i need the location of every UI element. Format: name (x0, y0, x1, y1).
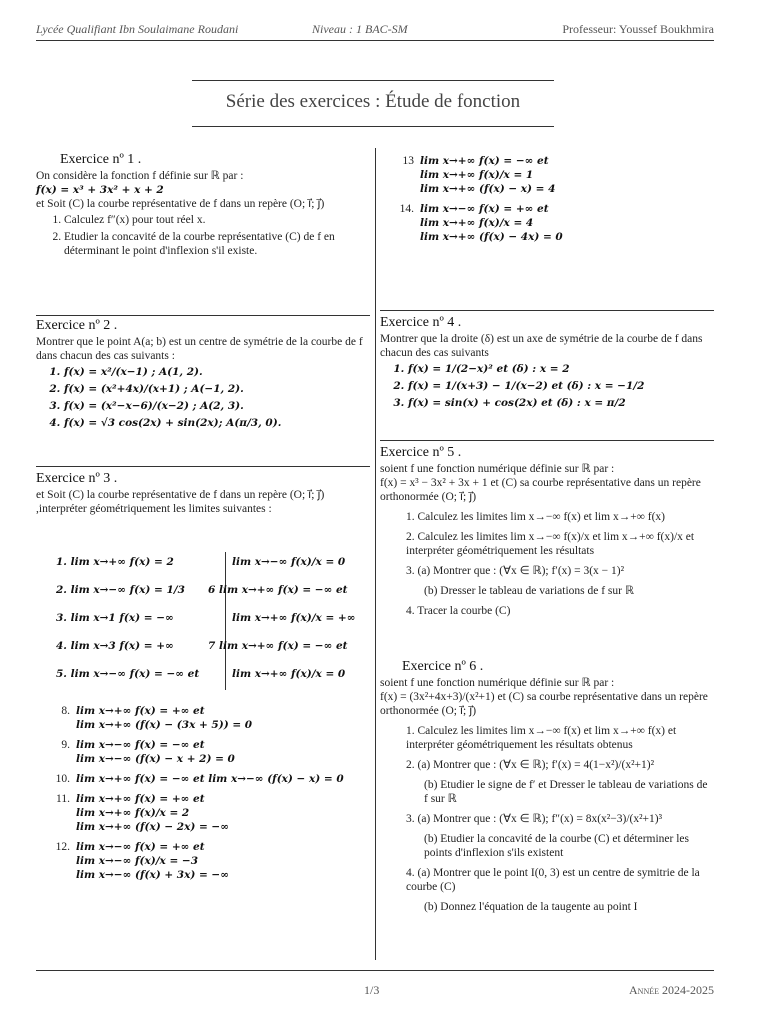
school-year: Année 2024-2025 (629, 983, 714, 997)
limit-item: 1. lim x→+∞ f(x) = 2 (56, 556, 174, 568)
list-item: 3. f(x) = (x²−x−6)/(x−2) ; A(2, 3). (64, 399, 370, 413)
limit-item: lim x→−∞ (f(x) + 3x) = −∞ (76, 869, 229, 881)
footer-rule (36, 970, 714, 971)
exercise-intro: On considère la fonction f définie sur ℝ par : (36, 170, 244, 182)
limit-item: lim x→+∞ f(x)/x = 1 (420, 169, 534, 181)
list-item: 2. Etudier la concavité de la courbe représentative (C) de f en déterminant le point d'inflexion s'il existe. (64, 230, 370, 258)
list-item: 3. (a) Montrer que : (∀x ∈ ℝ); f″(x) = 8x(x²−3)/(x²+1)³ (406, 813, 663, 825)
list-item: 2. (a) Montrer que : (∀x ∈ ℝ); f′(x) = 4(1−x²)/(x²+1)² (406, 759, 655, 771)
exercise-6 (380, 660, 714, 920)
limit-item: lim x→−∞ f(x)/x = 0 (232, 556, 346, 568)
exercise-formula: f(x) = x³ + 3x² + x + 2 (36, 184, 164, 196)
limit-item: lim x→+∞ f(x)/x = 2 (76, 807, 190, 819)
list-item: 2. Calculez les limites lim x→−∞ f(x)/x et lim x→+∞ f(x)/x et interpréter géométriquement les résultats (406, 531, 695, 557)
exercise-title: Exercice nº 6 . (402, 659, 484, 674)
limits-left-column (56, 555, 224, 687)
exercise-title: Exercice nº 3 . (36, 471, 118, 486)
limit-item: lim x→+∞ f(x) = +∞ et (76, 793, 205, 805)
exercise-intro-2: f(x) = x³ − 3x² + 3x + 1 et (C) sa courbe représentative dans un repère orthonormée (O; i⃗; j⃗) (380, 477, 701, 503)
limit-item: lim x→+∞ f(x)/x = 0 (232, 668, 346, 680)
exercise-title: Exercice nº 5 . (380, 445, 462, 460)
page-title: Série des exercices : Étude de fonction (225, 91, 521, 112)
limit-item: lim x→−∞ f(x) = −∞ et (76, 739, 205, 751)
section-rule (36, 315, 370, 316)
exercise-1 (36, 153, 370, 261)
limit-item: lim x→+∞ (f(x) − 2x) = −∞ (76, 821, 229, 833)
limit-item: lim x→−∞ f(x) = +∞ et (76, 841, 205, 853)
exercise-title: Exercice nº 4 . (380, 315, 462, 330)
exercise-3 (36, 472, 370, 516)
list-item: 3. f(x) = sin(x) + cos(2x) et (δ) : x = π/2 (408, 396, 714, 410)
limit-item: lim x→+∞ (f(x) − (3x + 5)) = 0 (76, 719, 253, 731)
limits-more-right (394, 154, 714, 250)
limit-item: 4. lim x→3 f(x) = +∞ (56, 640, 174, 652)
item-number: 9. (61, 739, 70, 751)
limit-item: 7 lim x→+∞ f(x) = −∞ et (208, 640, 348, 652)
limit-item: 5. lim x→−∞ f(x) = −∞ et (56, 668, 200, 680)
limit-item: lim x→−∞ f(x) = +∞ et (420, 203, 549, 215)
exercise-intro-2: et Soit (C) la courbe représentative de f dans un repère (O; i⃗; j⃗) (36, 198, 325, 210)
exercise-intro-2: f(x) = (3x²+4x+3)/(x²+1) et (C) sa courbe représentative dans un repère orthonormée (O; i⃗; j⃗) (380, 691, 708, 717)
item-number: 11. (56, 793, 70, 805)
limit-item: lim x→+∞ f(x) = +∞ et (76, 705, 205, 717)
list-item: 1. f(x) = 1/(2−x)² et (δ) : x = 2 (408, 362, 714, 376)
item-number: 10. (55, 773, 70, 785)
exercise-4 (380, 316, 714, 413)
exercise-title: Exercice nº 1 . (60, 152, 142, 167)
list-item: 4. Tracer la courbe (C) (406, 605, 511, 617)
exercise-intro: et Soit (C) la courbe représentative de f dans un repère (O; i⃗; j⃗) ,interpréter géométriquement les limites suivantes : (36, 489, 325, 515)
section-rule (380, 310, 714, 311)
limit-item: 3. lim x→1 f(x) = −∞ (56, 612, 174, 624)
limit-item: lim x→−∞ (f(x) − x + 2) = 0 (76, 753, 235, 765)
list-item: (b) Etudier la concavité de la courbe (C) et déterminer les points d'inflexion s'ils existent (424, 833, 690, 859)
title-box (192, 80, 554, 127)
limit-item: 2. lim x→−∞ f(x) = 1/3 (56, 584, 185, 596)
teacher-name: Professeur: Youssef Boukhmira (562, 22, 714, 36)
column-divider (375, 148, 376, 960)
level: Niveau : 1 BAC-SM (312, 22, 408, 36)
section-rule (380, 440, 714, 441)
list-item: 2. f(x) = 1/(x+3) − 1/(x−2) et (δ) : x = −1/2 (408, 379, 714, 393)
item-number: 12. (55, 841, 70, 853)
limit-item: lim x→+∞ f(x) = −∞ et (420, 155, 549, 167)
exercise-5 (380, 446, 714, 624)
list-item: 1. Calculez les limites lim x→−∞ f(x) et lim x→+∞ f(x) (406, 511, 665, 523)
list-item: 4. f(x) = √3 cos(2x) + sin(2x); A(π/3, 0). (64, 416, 370, 430)
item-number: 14. (399, 203, 414, 215)
school-name: Lycée Qualifiant Ibn Soulaimane Roudani (36, 22, 239, 36)
list-item: 1. Calculez f″(x) pour tout réel x. (64, 213, 370, 227)
list-item: (b) Donnez l'équation de la taugente au point I (424, 901, 638, 913)
limit-item: lim x→+∞ f(x) = −∞ et lim x→−∞ (f(x) − x) = 0 (76, 773, 344, 785)
list-item: 1. Calculez les limites lim x→−∞ f(x) et lim x→+∞ f(x) et interpréter géométriquement les résultats obtenus (406, 725, 677, 751)
exercise-intro: Montrer que la droite (δ) est un axe de symétrie de la courbe de f dans chacun des cas suivants (380, 333, 703, 359)
exercise-2 (36, 319, 370, 433)
list-item: 4. (a) Montrer que le point I(0, 3) est un centre de symitrie de la courbe (C) (406, 867, 700, 893)
item-number: 13 (402, 155, 414, 167)
header-rule (36, 40, 714, 41)
exercise-intro: Montrer que le point A(a; b) est un centre de symétrie de la courbe de f dans chacun des cas suivants : (36, 336, 363, 362)
page-number: 1/3 (364, 983, 380, 997)
list-item: (b) Etudier le signe de f′ et Dresser le tableau de variations de f sur ℝ (424, 779, 708, 805)
section-rule (36, 466, 370, 467)
list-item: 1. f(x) = x²/(x−1) ; A(1, 2). (64, 365, 370, 379)
limit-item: 6 lim x→+∞ f(x) = −∞ et (208, 584, 348, 596)
limits-more-left (50, 704, 370, 888)
list-item: (b) Dresser le tableau de variations de f sur ℝ (424, 585, 634, 597)
list-item: 2. f(x) = (x²+4x)/(x+1) ; A(−1, 2). (64, 382, 370, 396)
exercise-intro: soient f une fonction numérique définie sur ℝ par : (380, 463, 615, 475)
item-number: 8. (61, 705, 70, 717)
limit-item: lim x→−∞ f(x)/x = −3 (76, 855, 199, 867)
limit-item: lim x→+∞ f(x)/x = 4 (420, 217, 534, 229)
limit-item: lim x→+∞ (f(x) − 4x) = 0 (420, 231, 563, 243)
exercise-title: Exercice nº 2 . (36, 318, 118, 333)
limit-item: lim x→+∞ f(x)/x = +∞ (232, 612, 356, 624)
limit-item: lim x→+∞ (f(x) − x) = 4 (420, 183, 556, 195)
exercise-intro: soient f une fonction numérique définie sur ℝ par : (380, 677, 615, 689)
limits-right-column (208, 555, 370, 687)
list-item: 3. (a) Montrer que : (∀x ∈ ℝ); f′(x) = 3(x − 1)² (406, 565, 625, 577)
